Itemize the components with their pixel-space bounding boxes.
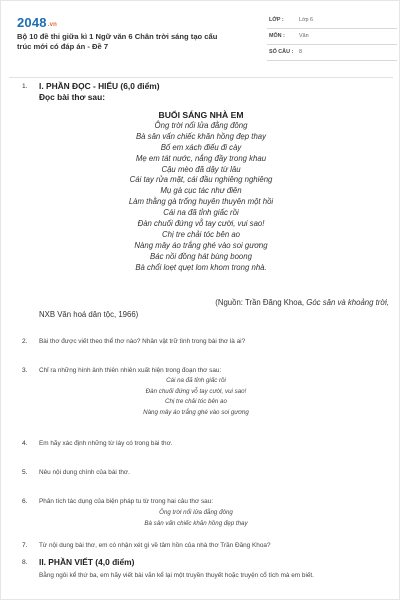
question-text: Nêu nội dung chính của bài thơ.	[39, 469, 130, 476]
meta-table	[267, 13, 397, 61]
document-title: Bộ 10 đề thi giữa kì 1 Ngữ văn 6 Chân trời sáng tạo cấu trúc mới có đáp án - Đề 7	[17, 32, 218, 51]
poem-line: Cái tay rửa mặt, cái đầu nghiêng nghiêng	[129, 175, 273, 185]
meta-key: LỚP :	[269, 17, 284, 23]
poem-line: Chị tre chải tóc bên ao	[161, 229, 240, 239]
poem-line: Ông trời nổi lửa đằng đông	[154, 121, 248, 130]
meta-row-count	[267, 45, 397, 61]
poem-line: Bà chổi loẹt quẹt lom khom trong nhà.	[135, 262, 267, 272]
question-text: Từ nội dung bài thơ, em có nhận xét gì về tâm hồn của nhà thơ Trần Đăng Khoa?	[39, 542, 271, 549]
question-number: 4.	[22, 440, 28, 447]
question-excerpt	[61, 508, 331, 529]
header-divider	[9, 77, 393, 78]
question-text: Phân tích tác dụng của biện pháp tu từ trong hai câu thơ sau:	[39, 498, 214, 505]
poem	[41, 109, 361, 273]
poem-line: Mẹ em tát nước, nắng đầy trong khau	[135, 153, 267, 163]
poem-line: Đàn chuối đứng vỗ tay cười, vui sao!	[137, 219, 265, 229]
question-text: Bằng ngôi kể thứ ba, em hãy viết bài văn kể lại một truyền thuyết hoặc truyện cổ tích mà em biết.	[39, 572, 314, 579]
question-number: 1.	[22, 83, 28, 90]
poem-line: Bà sân vấn chiếc khăn hồng đẹp thay	[135, 131, 267, 141]
logo-suffix: .vn	[47, 22, 58, 28]
question-number: 3.	[22, 367, 28, 374]
question-number: 6.	[22, 498, 28, 505]
question-text: Em hãy xác định những từ láy có trong bài thơ.	[39, 440, 173, 447]
document-header	[17, 13, 387, 69]
reading-instruction: Đọc bài thơ sau:	[39, 92, 105, 102]
source-book: Góc sân và khoảng trời,	[306, 298, 389, 307]
question-number: 2.	[22, 338, 28, 345]
poem-source-publisher: NXB Văn hoá dân tộc, 1966)	[39, 310, 139, 319]
excerpt-line: Ông trời nổi lửa đằng đông	[159, 509, 233, 516]
question-number: 7.	[22, 542, 28, 549]
meta-value: Văn	[299, 33, 309, 39]
excerpt-line: Chị tre chải tóc bên ao	[165, 398, 227, 405]
logo-main: 2048	[17, 15, 47, 30]
poem-line: Làm thằng gà trống huyên thuyên một hồi	[128, 197, 274, 207]
meta-value: 8	[299, 49, 302, 55]
section-heading: I. PHẦN ĐỌC - HIỂU (6,0 điểm)	[39, 81, 160, 91]
excerpt-line: Đàn chuối đứng vỗ tay cười, vui sao!	[145, 387, 247, 395]
question-number: 8.	[22, 559, 28, 566]
site-logo[interactable]	[17, 15, 57, 30]
question-excerpt	[61, 376, 331, 418]
poem-line: Mụ gà cục tác như điên	[160, 186, 242, 196]
question-text: Chỉ ra những hình ảnh thiên nhiên xuất hiện trong đoạn thơ sau:	[39, 367, 222, 374]
meta-key: SỐ CÂU :	[269, 49, 294, 55]
question-number: 5.	[22, 469, 28, 476]
meta-key: MÔN :	[269, 33, 285, 39]
excerpt-line: Nàng mây áo trắng ghé vào soi gương	[143, 408, 249, 416]
section-heading: II. PHẦN VIẾT (4,0 điểm)	[39, 557, 135, 567]
poem-title: BUỔI SÁNG NHÀ EM	[158, 110, 244, 120]
poem-line: Bố em xách điếu đi cày	[160, 142, 242, 152]
meta-row-subject	[267, 29, 397, 45]
question-text: Bài thơ được viết theo thể thơ nào? Nhân vật trữ tình trong bài thơ là ai?	[39, 338, 246, 345]
poem-line: Cái na đã tỉnh giấc rồi	[163, 208, 239, 218]
poem-source	[139, 298, 389, 307]
poem-line: Nàng mây áo trắng ghé vào soi gương	[134, 240, 268, 250]
source-prefix: (Nguồn: Trần Đăng Khoa,	[215, 298, 307, 307]
excerpt-line: Cái na đã tỉnh giấc rồi	[166, 377, 226, 384]
meta-row-grade	[267, 13, 397, 29]
excerpt-line: Bà sân vấn chiếc khăn hồng đẹp thay	[144, 519, 248, 527]
poem-line: Bác nồi đồng hát bùng boong	[150, 251, 252, 261]
poem-line: Cậu mèo đã dậy từ lâu	[161, 164, 241, 174]
meta-value: Lớp 6	[299, 17, 314, 23]
